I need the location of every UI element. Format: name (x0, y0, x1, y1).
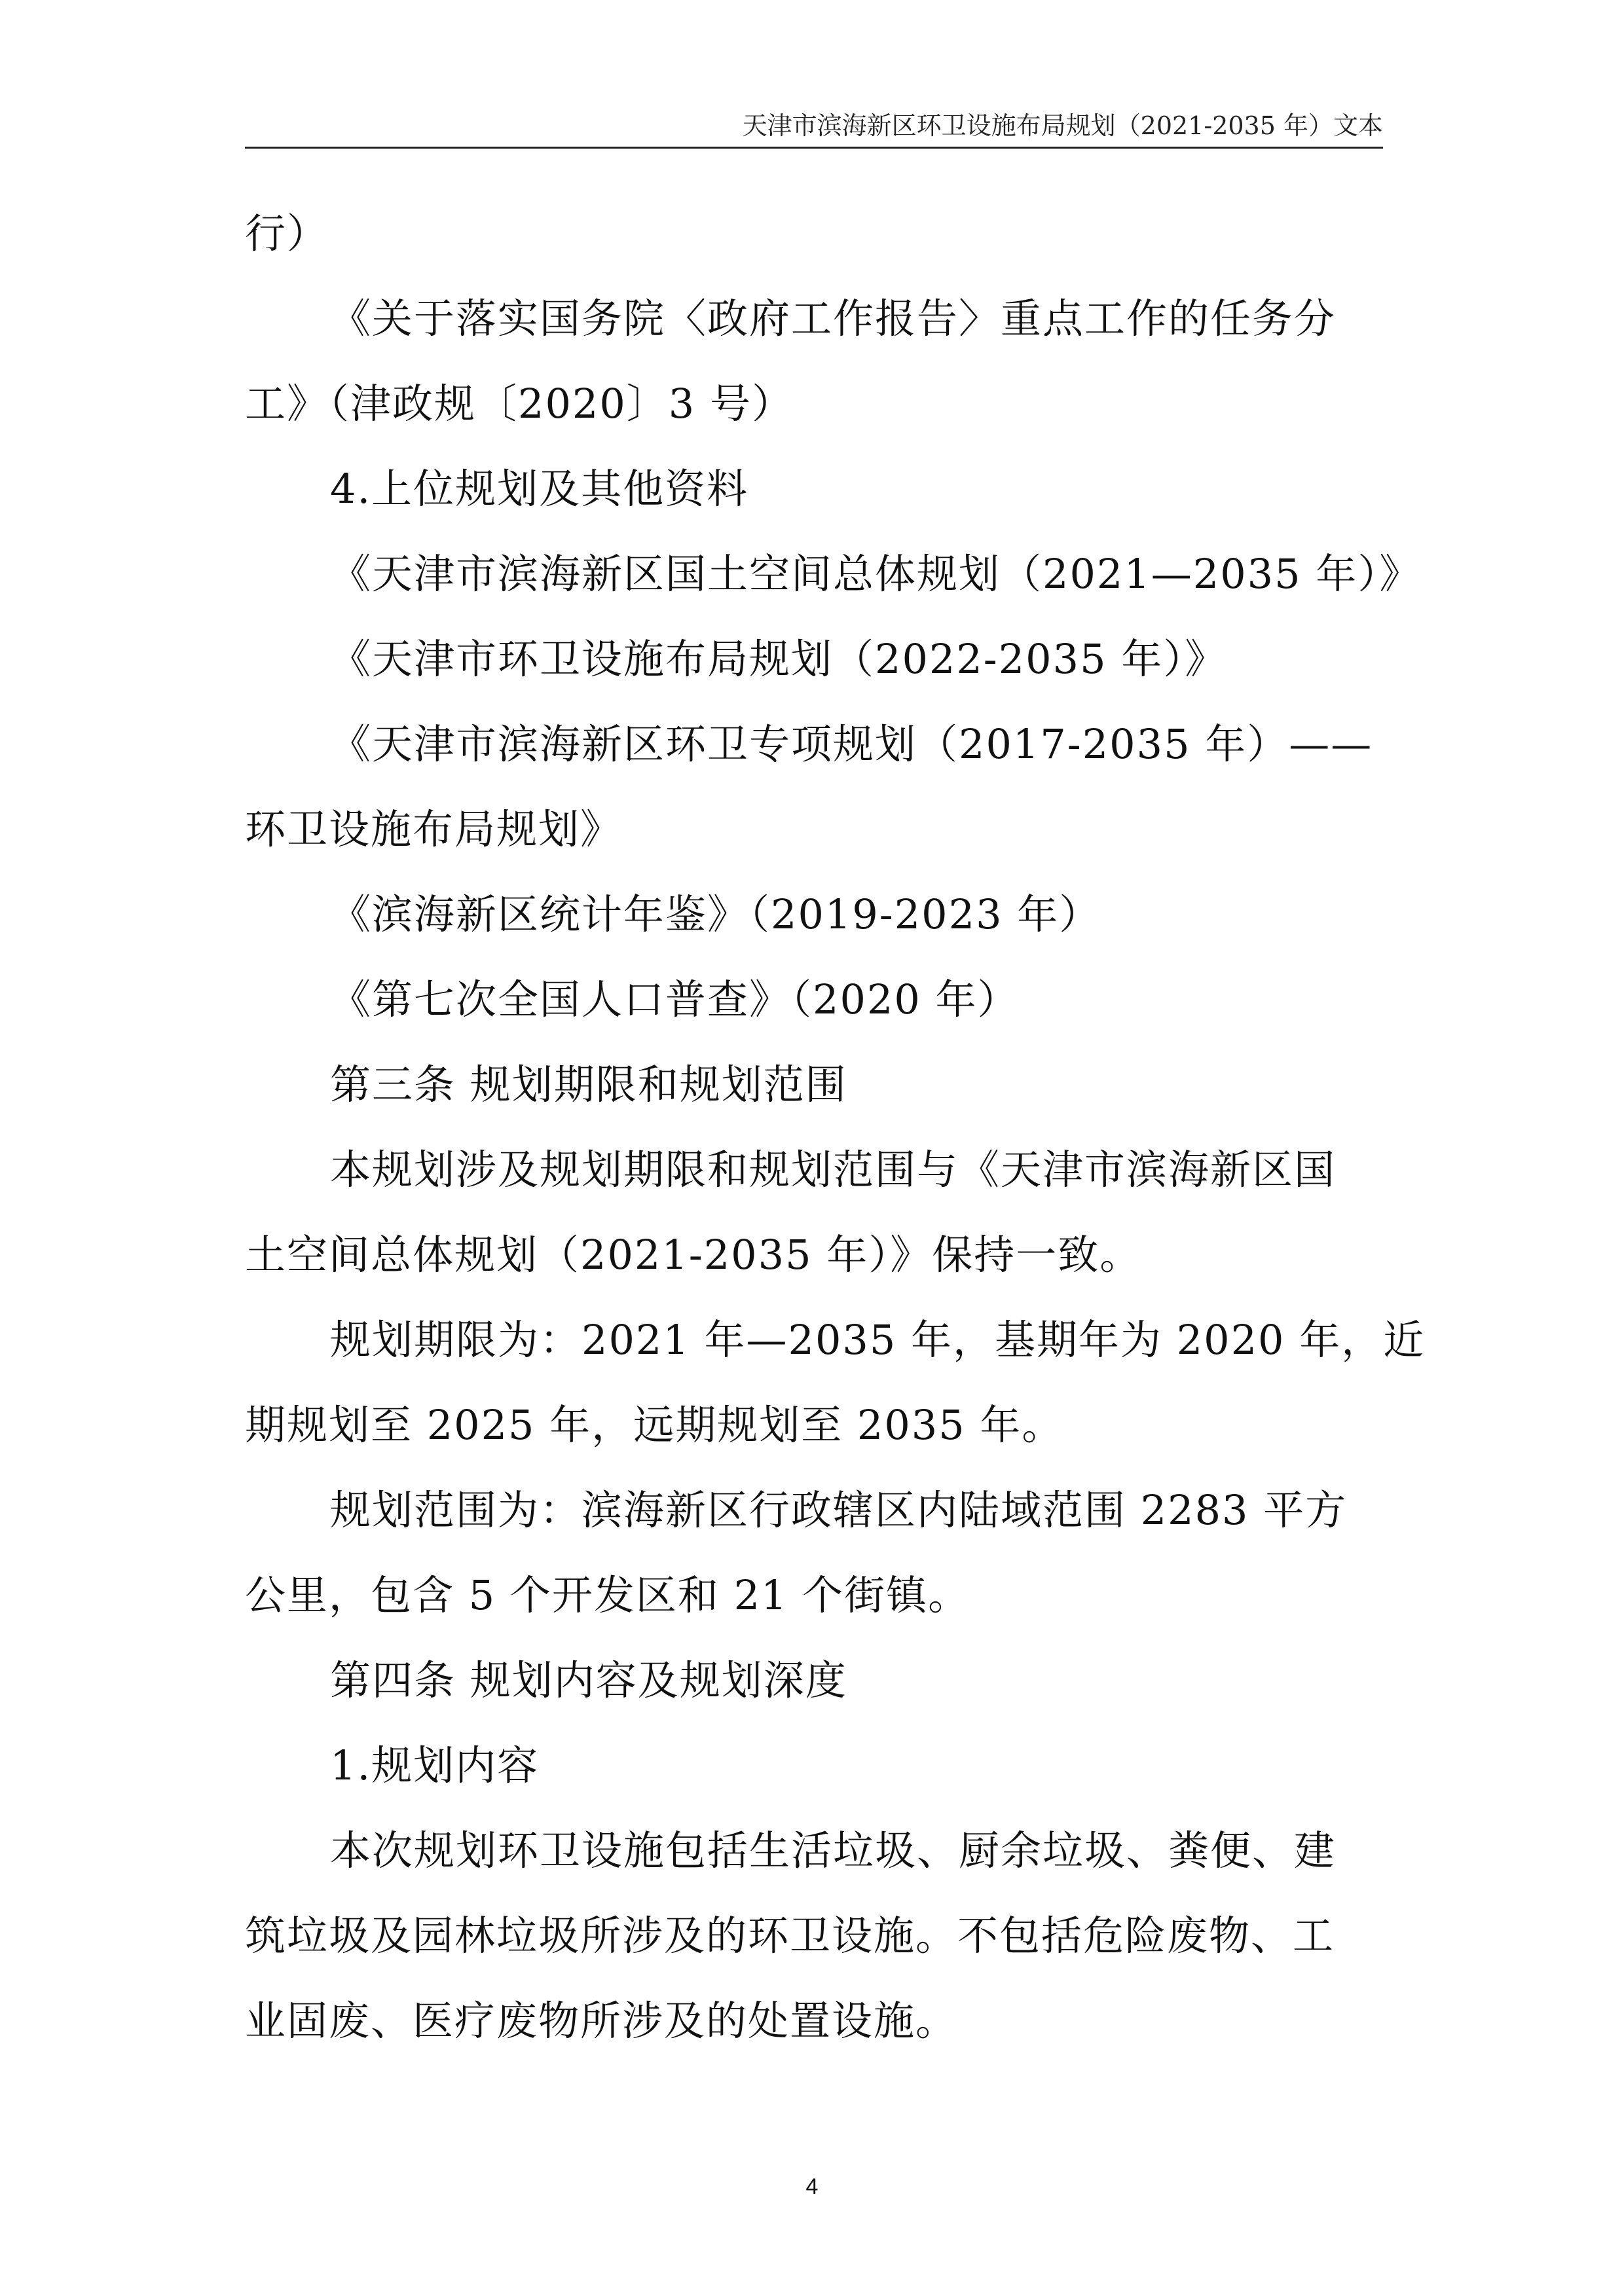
text-line: 公里，包含 5 个开发区和 21 个街镇。 (245, 1571, 970, 1619)
text-line: 《天津市滨海新区国土空间总体规划（2021—2035 年）》 (330, 550, 1422, 598)
text-line: 土空间总体规划（2021-2035 年）》保持一致。 (245, 1231, 1142, 1279)
text-line: 环卫设施布局规划》 (245, 805, 623, 853)
text-line: 业固废、医疗废物所涉及的处置设施。 (245, 1997, 958, 2045)
text-line: 本规划涉及规划期限和规划范围与《天津市滨海新区国 (330, 1146, 1337, 1194)
text-line: 《关于落实国务院〈政府工作报告〉重点工作的任务分 (330, 295, 1337, 342)
text-line: 规划期限为：2021 年—2035 年，基期年为 2020 年，近 (330, 1316, 1426, 1364)
text-line: 筑垃圾及园林垃圾所涉及的环卫设施。不包括危险废物、工 (245, 1912, 1335, 1959)
text-line: 期规划至 2025 年，远期规划至 2035 年。 (245, 1401, 1064, 1449)
section-heading: 第三条 规划期限和规划范围 (330, 1061, 847, 1108)
text-line: 规划范围为：滨海新区行政辖区内陆域范围 2283 平方 (330, 1486, 1348, 1534)
document-body (245, 191, 1426, 2064)
running-header: 天津市滨海新区环卫设施布局规划（2021-2035 年）文本 (742, 111, 1383, 140)
text-line: 工》（津政规〔2020〕3 号） (245, 380, 794, 428)
text-line: 4.上位规划及其他资料 (330, 465, 749, 513)
text-line: 本次规划环卫设施包括生活垃圾、厨余垃圾、粪便、建 (330, 1827, 1337, 1874)
text-line: 《第七次全国人口普查》（2020 年） (330, 975, 1020, 1023)
text-line: 《滨海新区统计年鉴》（2019-2023 年） (330, 890, 1101, 938)
text-line: 《天津市滨海新区环卫专项规划（2017-2035 年）—— (330, 720, 1373, 768)
text-line: 1.规划内容 (330, 1741, 540, 1789)
header-divider (245, 147, 1383, 149)
page-number: 4 (805, 2174, 819, 2199)
text-line: 行） (245, 210, 329, 257)
text-line: 《天津市环卫设施布局规划（2022-2035 年）》 (330, 635, 1227, 683)
section-heading: 第四条 规划内容及规划深度 (330, 1656, 847, 1704)
